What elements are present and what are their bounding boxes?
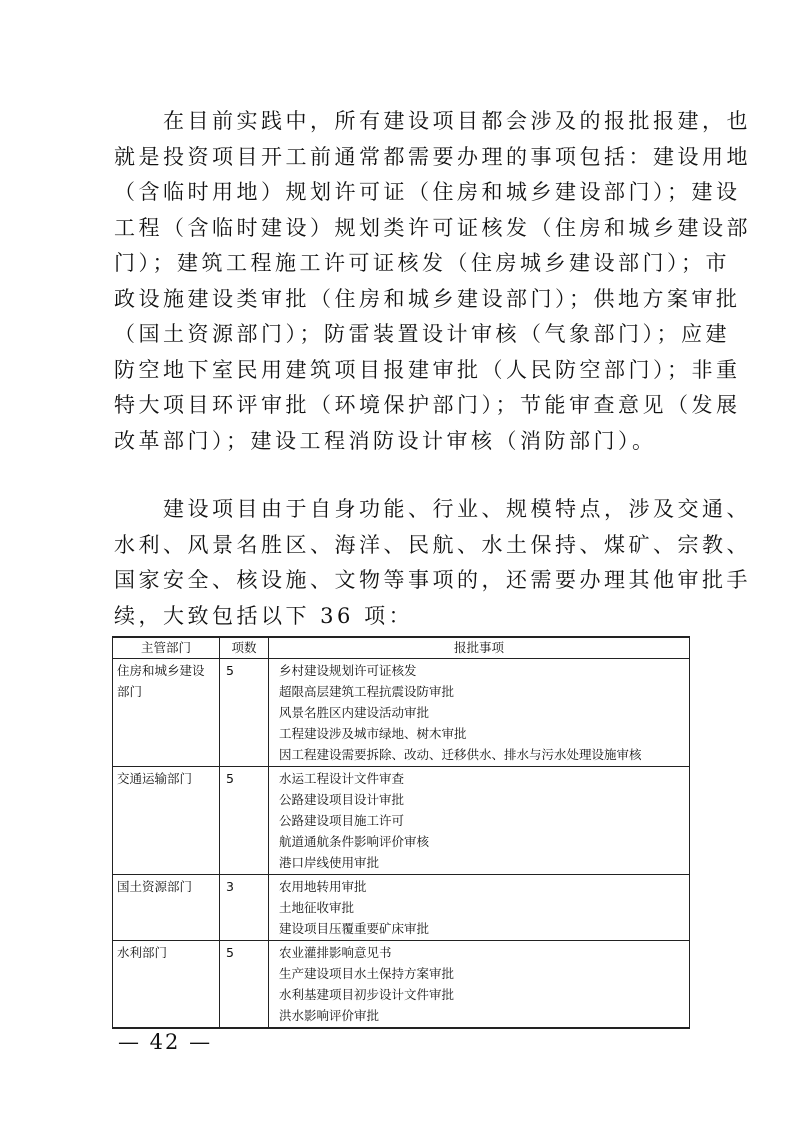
list-item: 洪水影响评价审批 bbox=[279, 1008, 380, 1023]
list-item: 农用地转用审批 bbox=[279, 879, 367, 894]
approval-items-table bbox=[112, 636, 690, 1029]
table-row bbox=[113, 659, 690, 767]
count-cell: 5 bbox=[220, 659, 269, 767]
header-count: 项数 bbox=[220, 637, 269, 659]
items-cell bbox=[269, 659, 690, 767]
list-item: 工程建设涉及城市绿地、树木审批 bbox=[279, 726, 467, 741]
list-item: 航道通航条件影响评价审核 bbox=[279, 834, 430, 849]
paragraph-required-approvals bbox=[114, 104, 751, 459]
text-line: 建设项目由于自身功能、行业、规模特点，涉及交通、 bbox=[114, 497, 751, 521]
list-item: 风景名胜区内建设活动审批 bbox=[279, 705, 430, 720]
text-line: 水利、风景名胜区、海洋、民航、水土保持、煤矿、宗教、 bbox=[114, 532, 751, 557]
text-line: 续，大致包括以下 36 项： bbox=[114, 603, 414, 628]
text-line: 政设施建设类审批（住房和城乡建设部门）；供地方案审批 bbox=[114, 286, 741, 311]
table-header-row bbox=[113, 637, 690, 659]
dept-cell: 水利部门 bbox=[113, 941, 220, 1029]
list-item: 公路建设项目施工许可 bbox=[279, 813, 405, 828]
text-line: 改革部门）；建设工程消防设计审核（消防部门）。 bbox=[114, 428, 657, 453]
count-cell: 3 bbox=[220, 875, 269, 941]
list-item: 水利基建项目初步设计文件审批 bbox=[279, 987, 455, 1002]
list-item: 因工程建设需要拆除、改动、迁移供水、排水与污水处理设施审核 bbox=[279, 747, 642, 762]
list-item: 水运工程设计文件审查 bbox=[279, 771, 405, 786]
list-item: 建设项目压覆重要矿床审批 bbox=[279, 921, 430, 936]
items-cell bbox=[269, 767, 690, 875]
page-number: — 42 — bbox=[118, 1030, 213, 1054]
items-cell bbox=[269, 941, 690, 1029]
table-row bbox=[113, 767, 690, 875]
text-line: （国土资源部门）；防雷装置设计审核（气象部门）；应建 bbox=[114, 322, 730, 346]
count-cell: 5 bbox=[220, 767, 269, 875]
text-line: 就是投资项目开工前通常都需要办理的事项包括：建设用地 bbox=[114, 144, 751, 169]
dept-cell: 交通运输部门 bbox=[113, 767, 220, 875]
text-line: 防空地下室民用建筑项目报建审批（人民防空部门）；非重 bbox=[114, 357, 741, 382]
header-dept: 主管部门 bbox=[113, 637, 220, 659]
header-items: 报批事项 bbox=[269, 637, 690, 659]
list-item: 农业灌排影响意见书 bbox=[279, 945, 392, 960]
text-line: 在目前实践中，所有建设项目都会涉及的报批报建，也 bbox=[114, 109, 751, 133]
table-row bbox=[113, 941, 690, 1029]
list-item: 公路建设项目设计审批 bbox=[279, 792, 405, 807]
text-line: 特大项目环评审批（环境保护部门）；节能审查意见（发展 bbox=[114, 393, 741, 417]
count-cell: 5 bbox=[220, 941, 269, 1029]
list-item: 生产建设项目水土保持方案审批 bbox=[279, 966, 455, 981]
list-item: 港口岸线使用审批 bbox=[279, 855, 380, 870]
dept-cell: 国土资源部门 bbox=[113, 875, 220, 941]
list-item: 超限高层建筑工程抗震设防审批 bbox=[279, 684, 455, 699]
paragraph-other-approvals bbox=[114, 492, 751, 634]
dept-cell: 住房和城乡建设部门 bbox=[113, 659, 220, 767]
table-row bbox=[113, 875, 690, 941]
list-item: 乡村建设规划许可证核发 bbox=[279, 663, 417, 678]
text-line: 国家安全、核设施、文物等事项的，还需要办理其他审批手 bbox=[114, 568, 751, 592]
items-cell bbox=[269, 875, 690, 941]
text-line: 门）；建筑工程施工许可证核发（住房城乡建设部门）；市 bbox=[114, 251, 730, 275]
list-item: 土地征收审批 bbox=[279, 900, 355, 915]
text-line: （含临时用地）规划许可证（住房和城乡建设部门）；建设 bbox=[114, 180, 741, 204]
text-line: 工程（含临时建设）规划类许可证核发（住房和城乡建设部 bbox=[114, 215, 751, 240]
